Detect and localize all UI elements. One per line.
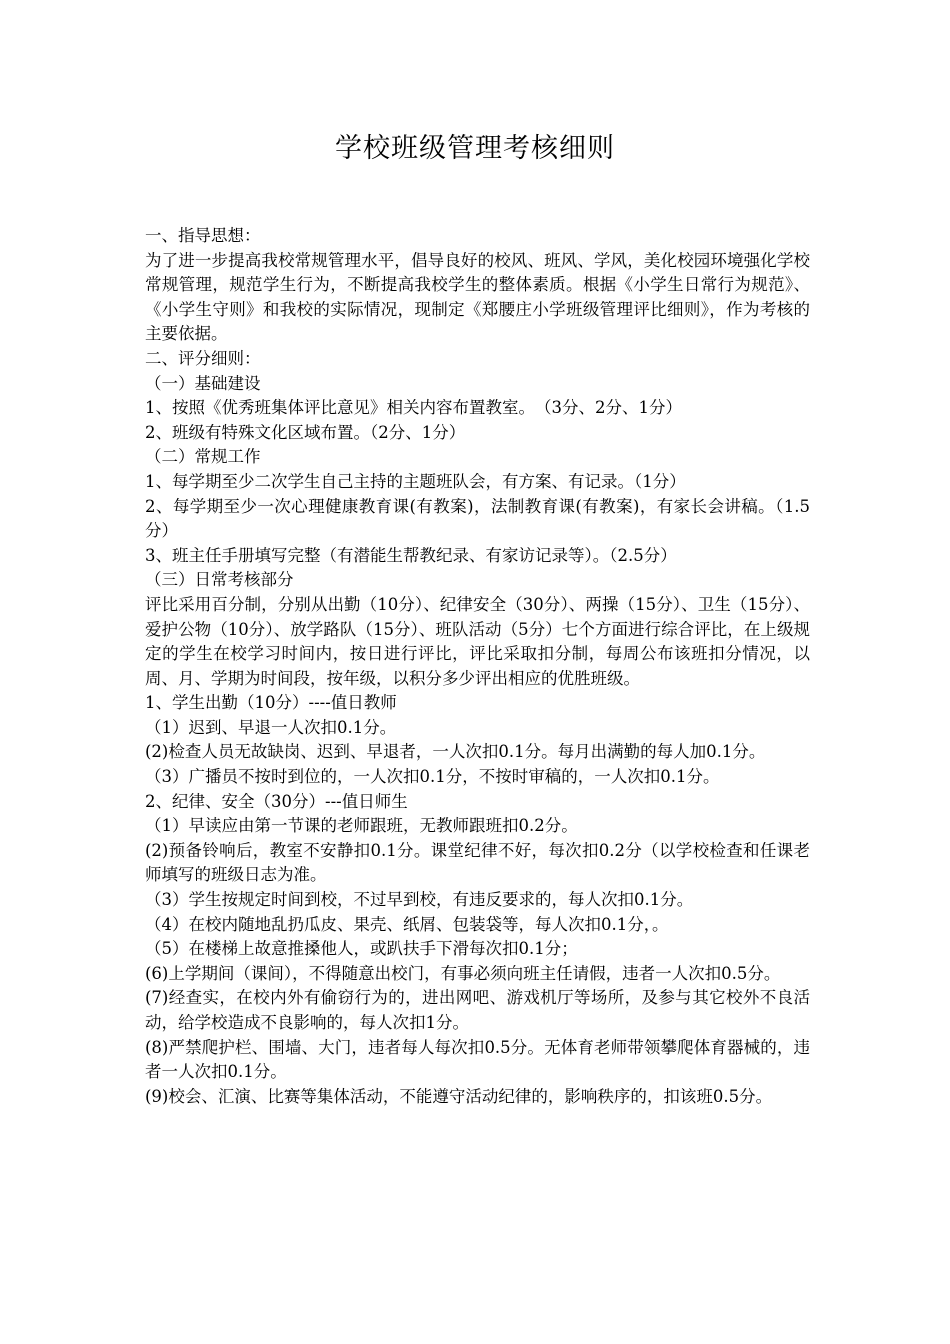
body-line: 2、纪律、安全（30分）---值日师生 [145,791,408,811]
body-line: 2、班级有特殊文化区域布置。（2分、1分） [145,422,466,442]
body-paragraph: 为了进一步提高我校常规管理水平，倡导良好的校风、班风、学风，美化校园环境强化学校常规管理，规范学生行为，不断提高我校学生的整体素质。根据《小学生日常行为规范》、《小学生守则》和我校的实际情况，现制定《郑腰庄小学班级管理评比细则》，作为考核的主要依据。 [145,250,810,344]
body-line: （二）常规工作 [145,447,261,467]
body-line: （3）学生按规定时间到校，不过早到校，有违反要求的，每人次扣0.1分。 [145,890,694,910]
body-line: （3）广播员不按时到位的，一人次扣0.1分，不按时审稿的，一人次扣0.1分。 [145,767,720,787]
body-paragraph: (7)经查实，在校内外有偷窃行为的，进出网吧、游戏机厅等场所，及参与其它校外不良活动，给学校造成不良影响的，每人次扣1分。 [145,988,810,1032]
body-paragraph: (9)校会、汇演、比赛等集体活动，不能遵守活动纪律的，影响秩序的，扣该班0.5分。 [145,1086,773,1106]
body-line: 1、按照《优秀班集体评比意见》相关内容布置教室。 （3分、2分、1分） [145,398,682,418]
body-line: （一）基础建设 [145,373,261,393]
body-line: 1、学生出勤（10分）----值日教师 [145,693,397,713]
body-paragraph: (2)预备铃响后，教室不安静扣0.1分。课堂纪律不好，每次扣0.2分（以学校检查和任课老师填写的班级日志为准。 [145,840,810,885]
body-line: 1、每学期至少二次学生自己主持的主题班队会，有方案、有记录。（1分） [145,471,686,491]
body-line: 一、指导思想： [145,226,261,245]
body-paragraph: 评比采用百分制，分别从出勤（10分）、纪律安全（30分）、两操（15分）、卫生（15分）、爱护公物（10分）、放学路队（15分）、班队活动（5分）七个方面进行综合评比，在上级规定的学生在校学习时间内，按日进行评比，评比采取扣分制，每周公布该班扣分情况，以周、月、学期为时间段，按年级，以积分多少评出相应的优胜班级。 [145,594,810,688]
document-title: 学校班级管理考核细则 [335,133,615,164]
body-line: （5）在楼梯上故意推搡他人，或趴扶手下滑每次扣0.1分； [145,939,578,959]
body-paragraph: 2、每学期至少一次心理健康教育课(有教案)，法制教育课(有教案)，有家长会讲稿。（1.5分） [145,496,810,541]
body-line: （4）在校内随地乱扔瓜皮、果壳、纸屑、包装袋等，每人次扣0.1分，。 [145,914,669,934]
body-line: （1）早读应由第一节课的老师跟班，无教师跟班扣0.2分。 [145,816,578,836]
body-line: （三）日常考核部分 [145,570,294,590]
body-paragraph: (8)严禁爬护栏、围墙、大门，违者每人每次扣0.5分。无体育老师带领攀爬体育器械的，违者一人次扣0.1分。 [145,1037,810,1082]
body-line: 二、评分细则： [145,348,261,368]
body-paragraph: (6)上学期间（课间），不得随意出校门，有事必须向班主任请假，违者一人次扣0.5分。 [145,963,781,983]
document-body [145,224,810,1109]
body-paragraph: (2)检查人员无故缺岗、迟到、早退者，一人次扣0.1分。每月出满勤的每人加0.1分。 [145,742,766,762]
body-line: 3、班主任手册填写完整（有潜能生帮教纪录、有家访记录等）。（2.5分） [145,545,677,565]
body-line: （1）迟到、早退一人次扣0.1分。 [145,717,397,737]
